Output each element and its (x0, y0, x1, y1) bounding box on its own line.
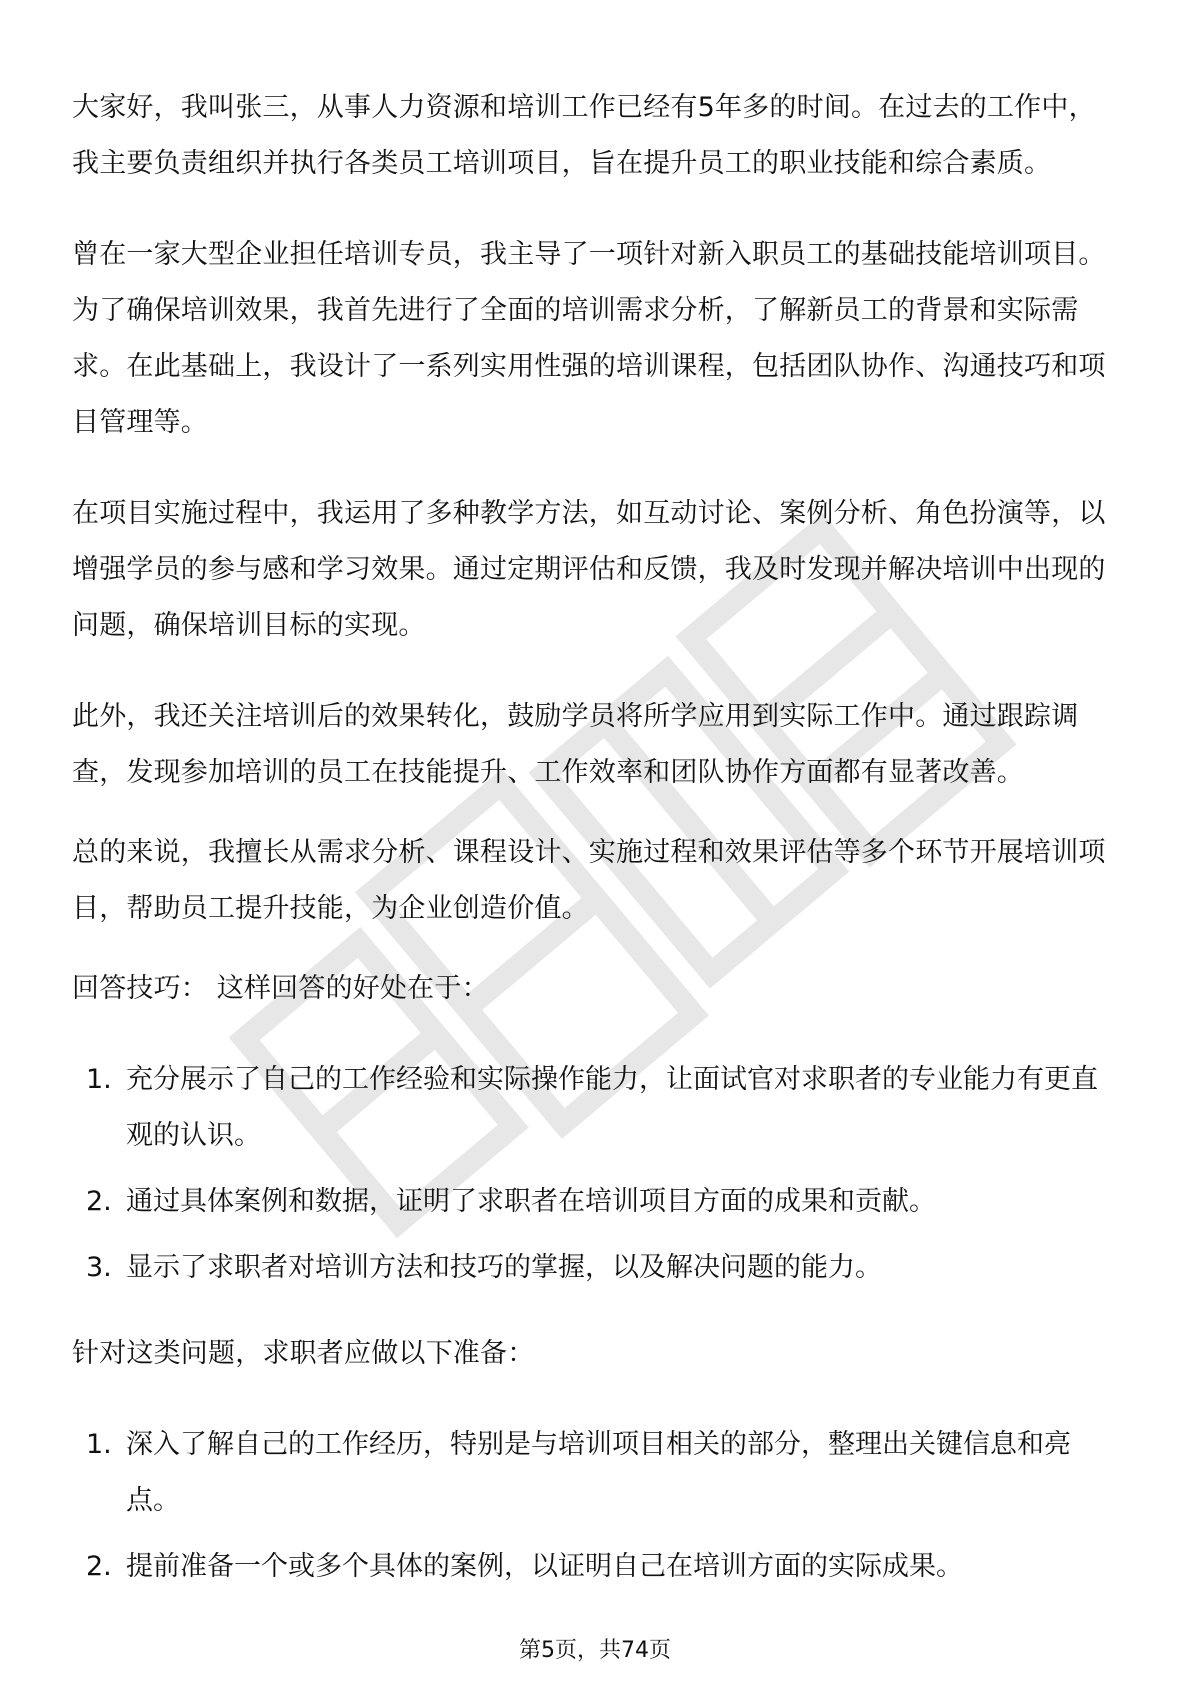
paragraph-project: 曾在一家大型企业担任培训专员，我主导了一项针对新入职员工的基础技能培训项目。为了确保培训效果，我首先进行了全面的培训需求分析，了解新员工的背景和实际需求。在此基础上，我设计了一系列实用性强的培训课程，包括团队协作、沟通技巧和项目管理等。 (72, 239, 1106, 438)
paragraph-implementation: 在项目实施过程中，我运用了多种教学方法，如互动讨论、案例分析、角色扮演等，以增强学员的参与感和学习效果。通过定期评估和反馈，我及时发现并解决培训中出现的问题，确保培训目标的实现。 (72, 498, 1106, 641)
list-item (72, 1240, 1118, 1296)
paragraph-effect: 此外，我还关注培训后的效果转化，鼓励学员将所学应用到实际工作中。通过跟踪调查，发现参加培训的员工在技能提升、工作效率和团队协作方面都有显著改善。 (72, 701, 1079, 788)
document-body (72, 80, 1118, 1625)
prep-list (72, 1417, 1118, 1595)
paragraph-summary: 总的来说，我擅长从需求分析、课程设计、实施过程和效果评估等多个环节开展培训项目，帮助员工提升技能，为企业创造价值。 (72, 837, 1106, 924)
tips-heading: 回答技巧： 这样回答的好处在于： (72, 973, 489, 1004)
tips-list (72, 1052, 1118, 1296)
list-number: 2. (86, 1186, 112, 1217)
list-number: 1. (86, 1429, 112, 1460)
list-item (72, 1539, 1118, 1595)
list-number: 2. (86, 1551, 112, 1582)
list-item-text: 提前准备一个或多个具体的案例，以证明自己在培训方面的实际成果。 (126, 1551, 963, 1582)
prep-heading: 针对这类问题，求职者应做以下准备： (72, 1338, 535, 1369)
paragraph-intro: 大家好，我叫张三，从事人力资源和培训工作已经有5年多的时间。在过去的工作中，我主要负责组织并执行各类员工培训项目，旨在提升员工的职业技能和综合素质。 (72, 92, 1096, 179)
page-footer: 第5页，共74页 (519, 1638, 671, 1663)
list-item (72, 1174, 1118, 1230)
list-number: 3. (86, 1252, 112, 1283)
list-item-text: 深入了解自己的工作经历，特别是与培训项目相关的部分，整理出关键信息和亮点。 (126, 1429, 1071, 1516)
list-item-text: 充分展示了自己的工作经验和实际操作能力，让面试官对求职者的专业能力有更直观的认识。 (126, 1064, 1098, 1151)
list-item-text: 通过具体案例和数据，证明了求职者在培训项目方面的成果和贡献。 (126, 1186, 936, 1217)
list-item (72, 1052, 1118, 1164)
list-item (72, 1417, 1118, 1529)
list-number: 1. (86, 1064, 112, 1095)
list-item-text: 显示了求职者对培训方法和技巧的掌握，以及解决问题的能力。 (126, 1252, 882, 1283)
